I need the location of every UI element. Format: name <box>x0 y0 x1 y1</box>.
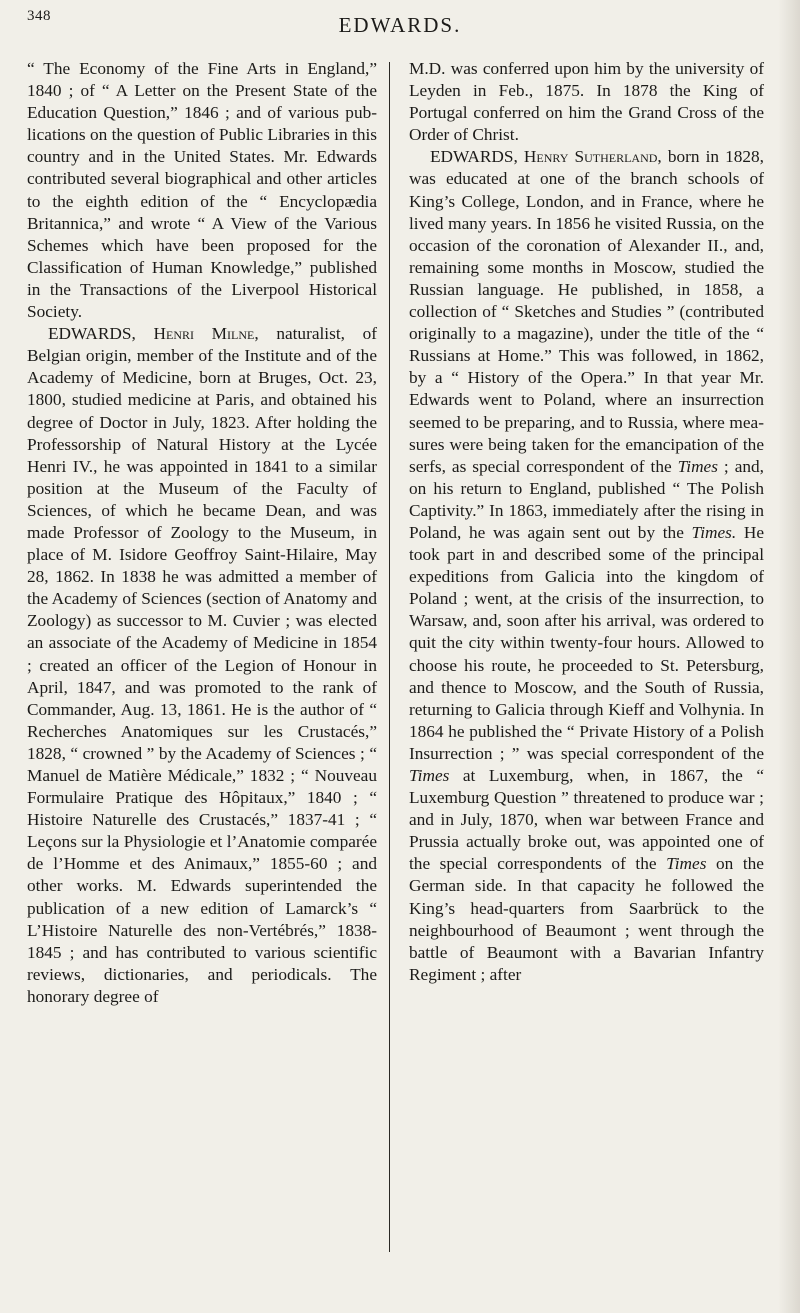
newspaper-title: Times <box>666 854 707 874</box>
newspaper-title: Times <box>677 456 718 476</box>
paragraph-economy-fine-arts: “ The Economy of the Fine Arts in England,” 1840 ; of “ A Letter on the Present State of the Education Question,” 1846 ; and of various publications on the question of Public Libraries in this country and in the United States. Mr. Edwards contributed several biographical and other articles to the eighth edition of the “ Encyclopædia Britannica,” and wrote “ A View of the Various Schemes which have been proposed for the Classification of Human Knowledge,” published in the Transactions of the Liverpool Historical Society. <box>27 59 377 322</box>
newspaper-title: Times <box>409 766 450 785</box>
paragraph-md-conferred: M.D. was conferred upon him by the university of Leyden in Feb., 1875. In 1878 the King of Portugal conferred on him the Grand Cross of the Order of Christ. <box>409 59 764 145</box>
page-edge-shadow <box>778 0 800 1313</box>
entry-heading: EDWARDS, Henri Milne, <box>48 324 259 344</box>
running-head: EDWARDS. <box>338 13 462 37</box>
entry-body: on the German side. In that capacity he followed the King’s head-quarters from Saarbrück to the neighbourhood of Beaumont ; went through the battle of Beaumont with a Bavarian Infantry Regiment ; after <box>409 854 764 984</box>
entry-body: born in 1828, was educated at one of the branch schools of King’s College, London, and in France, where he lived many years. In 1856 he visited Russia, on the occasion of the coronation of Alexander II., and, remaining some months in Moscow, studied the Russian language. He published, in 1858, a collection of “ Sketches and Studies ” (contributed originally to a magazine), under the title of the “ Russians at Home.” This was followed, in 1862, by a “ History of the Opera.” In that year Mr. Edwards went to Poland, where an insurrection seemed to be preparing, and to Russia, where measures were being taken for the emancipation of the serfs, as special correspondent of the <box>409 147 764 476</box>
column-divider <box>389 62 390 1252</box>
left-column <box>27 58 377 1008</box>
entry-edwards-henri-milne <box>27 323 377 1008</box>
page-number: 348 <box>27 8 51 24</box>
entry-body: He took part in and described some of the principal expeditions from Galicia into the kingdom of Poland ; went, at the crisis of the insurrection, to Warsaw, and, soon after his arrival, was ordered to quit the city within twenty-four hours. Allowed to choose his route, he proceeded to St. Petersburg, and thence to Moscow, and the South of Russia, returning to Galicia through Kieff and Volhynia. In 1864 he published the “ Private History of a Polish Insurrection ; ” was special correspondent of the <box>409 522 764 763</box>
newspaper-title: Times. <box>691 522 737 542</box>
entry-body: ; and, on his return to England, published “ The Polish Captivity.” In 1863, immediately after the rising in Poland, he was again sent out by the <box>409 456 764 542</box>
entry-edwards-henry-sutherland <box>409 146 764 986</box>
right-column <box>409 58 764 986</box>
entry-body: at Luxemburg, when, in 1867, the “ Luxemburg Question ” threatened to produce war ; and in July, 1870, when war between France and Prussia actually broke out, was appointed one of the special correspondents of the <box>409 766 764 874</box>
entry-body: naturalist, of Belgian origin, member of the Institute and of the Academy of Medicine, born at Bruges, Oct. 23, 1800, studied medicine at Paris, and obtained his degree of Doctor in July, 1823. After holding the Professorship of Natural History at the Lycée Henri IV., he was appointed in 1841 to a similar position at the Museum of the Faculty of Sciences, of which he became Dean, and was made Professor of Zoology to the Museum, in place of M. Isidore Geoffroy Saint-Hilaire, May 28, 1862. In 1838 he was admitted a member of the Academy of Sciences (section of Anatomy and Zoology) as successor to M. Cuvier ; was elected an associate of the Academy of Medicine in 1854 ; created an officer of the Legion of Honour in April, 1847, and was promoted to the rank of Commander, Aug. 13, 1861. He is the author of “ Recherches Anatomiques sur les Crustacés,” 1828, “ crowned ” by the Academy of Sciences ; “ Manuel de Matière Médicale,” 1832 ; “ Nouveau Formulaire Pratique des Hôpitaux,” 1840 ; “ Histoire Naturelle des Crustacés,” 1837-41 ; “ Leçons sur la Physiologie et l’Anatomie comparée de l’Homme et des Animaux,” 1855-60 ; and other works. M. Edwards superintended the publication of a new edition of Lamarck’s “ L’Histoire Naturelle des non-Vertébrés,” 1838-1845 ; and has contributed to various scientific reviews, dictionaries, and periodicals. The honorary degree of <box>27 324 377 1006</box>
entry-heading: EDWARDS, Henry Sutherland, <box>430 147 662 167</box>
